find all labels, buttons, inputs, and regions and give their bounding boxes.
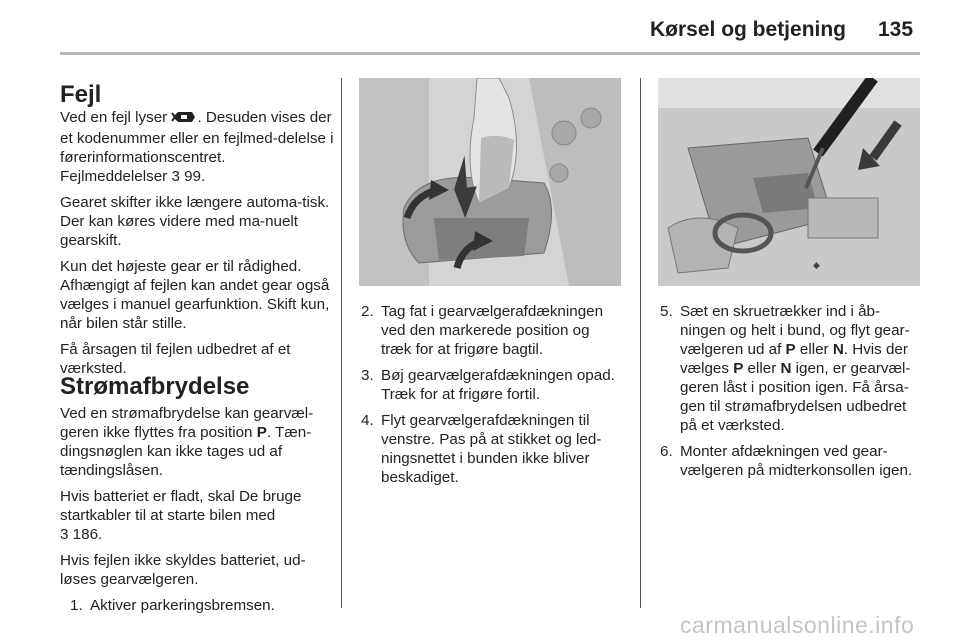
header-rule: [60, 52, 920, 55]
fejl-body: [60, 108, 336, 385]
list-item: 4. Flyt gearvælgerafdækningen til venstre. Pas på at stikket og led-ningsnettet i bunden ikke bliver beskadiget.: [361, 412, 602, 486]
section-heading-stromafbrydelse: Strømafbrydelse: [60, 373, 250, 400]
list-item: 1. Aktiver parkeringsbremsen.: [70, 597, 275, 614]
page-number: 135: [878, 18, 914, 41]
list-item: 6. Monter afdækningen ved gear-vælgeren på midterkonsollen igen.: [660, 443, 913, 479]
paragraph: Ved en fejl lyser . Desuden vises der et kodenummer eller en fejlmed-delelse i førerinformationscentret. Fejlmeddelelser 3 99.: [60, 109, 334, 185]
list-item: 5. Sæt en skruetrækker ind i åb-ningen og helt i bund, og flyt gear-vælgeren ud af P eller N. Hvis der vælges P eller N igen, er gearvæl-geren låst i position igen. Få årsa-gen til strømafbrydelsen udbedret på et værksted.: [660, 303, 911, 434]
list-item: 2. Tag fat i gearvælgerafdækningen ved den markerede position og træk for at frigøre bagtil.: [361, 303, 604, 358]
column-2-steps: [361, 302, 623, 494]
svg-text:◆: ◆: [813, 261, 820, 271]
stromafbrydelse-body: [60, 404, 336, 622]
paragraph: Ved en strømafbrydelse kan gearvæl-geren ikke flyttes fra position P. Tæn-dingsnøglen kan ikke tages ud af tændingslåsen.: [60, 405, 314, 479]
page-reference-icon: 3: [60, 526, 69, 543]
paragraph: Få årsagen til fejlen udbedret af et værksted.: [60, 341, 291, 377]
paragraph: Hvis fejlen ikke skyldes batteriet, ud-løses gearvælgeren.: [60, 552, 306, 588]
screwdriver-release-photo: [658, 78, 920, 286]
paragraph: Gearet skifter ikke længere automa-tisk. Der kan køres videre med ma-nuelt gearskift.: [60, 194, 330, 249]
list-item: 3. Bøj gearvælgerafdækningen opad. Træk for at frigøre fortil.: [361, 367, 615, 403]
paragraph: Hvis batteriet er fladt, skal De bruge startkabler til at starte bilen med 3 186.: [60, 488, 302, 543]
column-3-steps: [660, 302, 922, 487]
column-divider-2: [640, 78, 641, 608]
paragraph: Kun det højeste gear er til rådighed. Afhængigt af fejlen kan andet gear også vælges i manuel gearfunktion. Skift kun, når bilen står stille.: [60, 258, 330, 332]
column-divider-1: [341, 78, 342, 608]
gear-warning-icon: [171, 110, 197, 129]
watermark: carmanualsonline.info: [680, 612, 915, 638]
page-reference-icon: 3: [171, 168, 180, 185]
running-head-title: Kørsel og betjening: [650, 18, 847, 41]
section-heading-fejl: Fejl: [60, 81, 102, 108]
gear-selector-photo: [359, 78, 621, 286]
